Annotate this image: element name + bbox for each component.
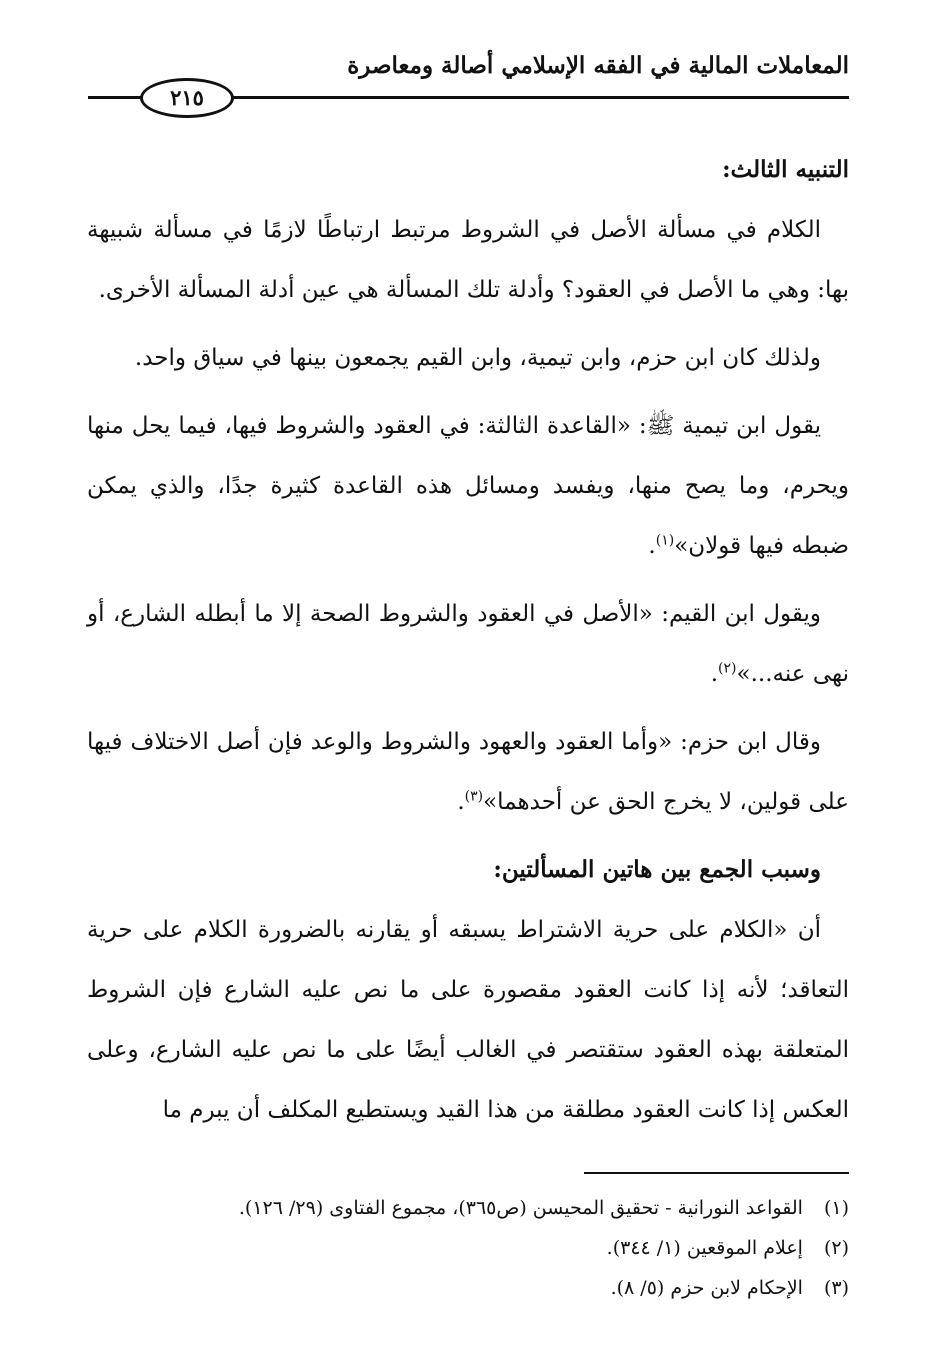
footnote-text: الإحكام لابن حزم (٥/ ٨).: [610, 1277, 803, 1299]
paragraph-3-text: يقول ابن تيمية ﷺ: «القاعدة الثالثة: في العقود والشروط فيها، فيما يحل منها ويحرم، وما يصح منها، ويفسد ومسائل هذه القاعدة كثيرة جدًا، والذي يمكن ضبطه فيها قولان»: [87, 413, 849, 559]
footnote-item: [87, 1268, 849, 1308]
footnote-text: إعلام الموقعين (١/ ٣٤٤).: [606, 1237, 803, 1259]
paragraph-4-text: ويقول ابن القيم: «الأصل في العقود والشروط الصحة إلا ما أبطله الشارع، أو نهى عنه...»: [87, 601, 849, 687]
running-title: المعاملات المالية في الفقه الإسلامي أصالة ومعاصرة: [347, 52, 849, 79]
paragraph-1: الكلام في مسألة الأصل في الشروط مرتبط ارتباطًا لازمًا في مسألة شبيهة بها: وهي ما الأصل في العقود؟ وأدلة تلك المسألة هي عين أدلة المسألة الأخرى.: [87, 217, 849, 303]
footnote-text: القواعد النورانية - تحقيق المحيسن (ص٣٦٥)، مجموع الفتاوى (٢٩/ ١٢٦).: [238, 1197, 803, 1219]
paragraph-2: ولذلك كان ابن حزم، وابن تيمية، وابن القيم يجمعون بينها في سياق واحد.: [134, 345, 821, 371]
footnote-number: (١): [823, 1197, 849, 1219]
footnote-ref-2: (٢): [718, 660, 737, 677]
footnote-rule: [584, 1172, 849, 1174]
heading-reason: وسبب الجمع بين هاتين المسألتين:: [493, 856, 821, 883]
paragraph-3: يقول ابن تيمية ﷺ: «القاعدة الثالثة: في العقود والشروط فيها، فيما يحل منها ويحرم، وما يصح منها، ويفسد ومسائل هذه القاعدة كثيرة جدًا، والذي يمكن ضبطه فيها قولان»$^{(١)}$.: [87, 413, 849, 559]
paragraph-5-text: وقال ابن حزم: «وأما العقود والعهود والشروط والوعد فإن أصل الاختلاف فيها على قولين، لا يخرج الحق عن أحدهما»: [87, 729, 849, 815]
footnote-number: (٢): [823, 1237, 849, 1259]
paragraph-5: وقال ابن حزم: «وأما العقود والعهود والشروط والوعد فإن أصل الاختلاف فيها على قولين، لا يخرج الحق عن أحدهما»$^{(٣)}$.: [87, 729, 849, 815]
footnote-ref-1: (١): [655, 532, 675, 549]
footnote-item: [87, 1188, 849, 1228]
footnote-number: (٣): [823, 1277, 849, 1299]
footnote-ref-3: (٣): [464, 788, 484, 805]
paragraph-6: أن «الكلام على حرية الاشتراط يسبقه أو يقارنه بالضرورة الكلام على حرية التعاقد؛ لأنه إذا كانت العقود مقصورة على ما نص عليه الشارع فإن الشروط المتعلقة بهذه العقود ستقتصر في الغالب أيضًا على ما نص عليه الشارع، وعلى العكس إذا كانت العقود مطلقة من هذا القيد ويستطيع المكلف أن يبرم ما: [87, 917, 849, 1123]
main-text: [87, 140, 849, 1148]
paragraph-4: ويقول ابن القيم: «الأصل في العقود والشروط الصحة إلا ما أبطله الشارع، أو نهى عنه...»$^{(٢)}$.: [87, 601, 849, 687]
footnotes: [87, 1188, 849, 1308]
page-number-oval: ٢١٥: [140, 78, 234, 118]
footnote-item: [87, 1228, 849, 1268]
heading-third-note: التنبيه الثالث:: [722, 156, 849, 183]
